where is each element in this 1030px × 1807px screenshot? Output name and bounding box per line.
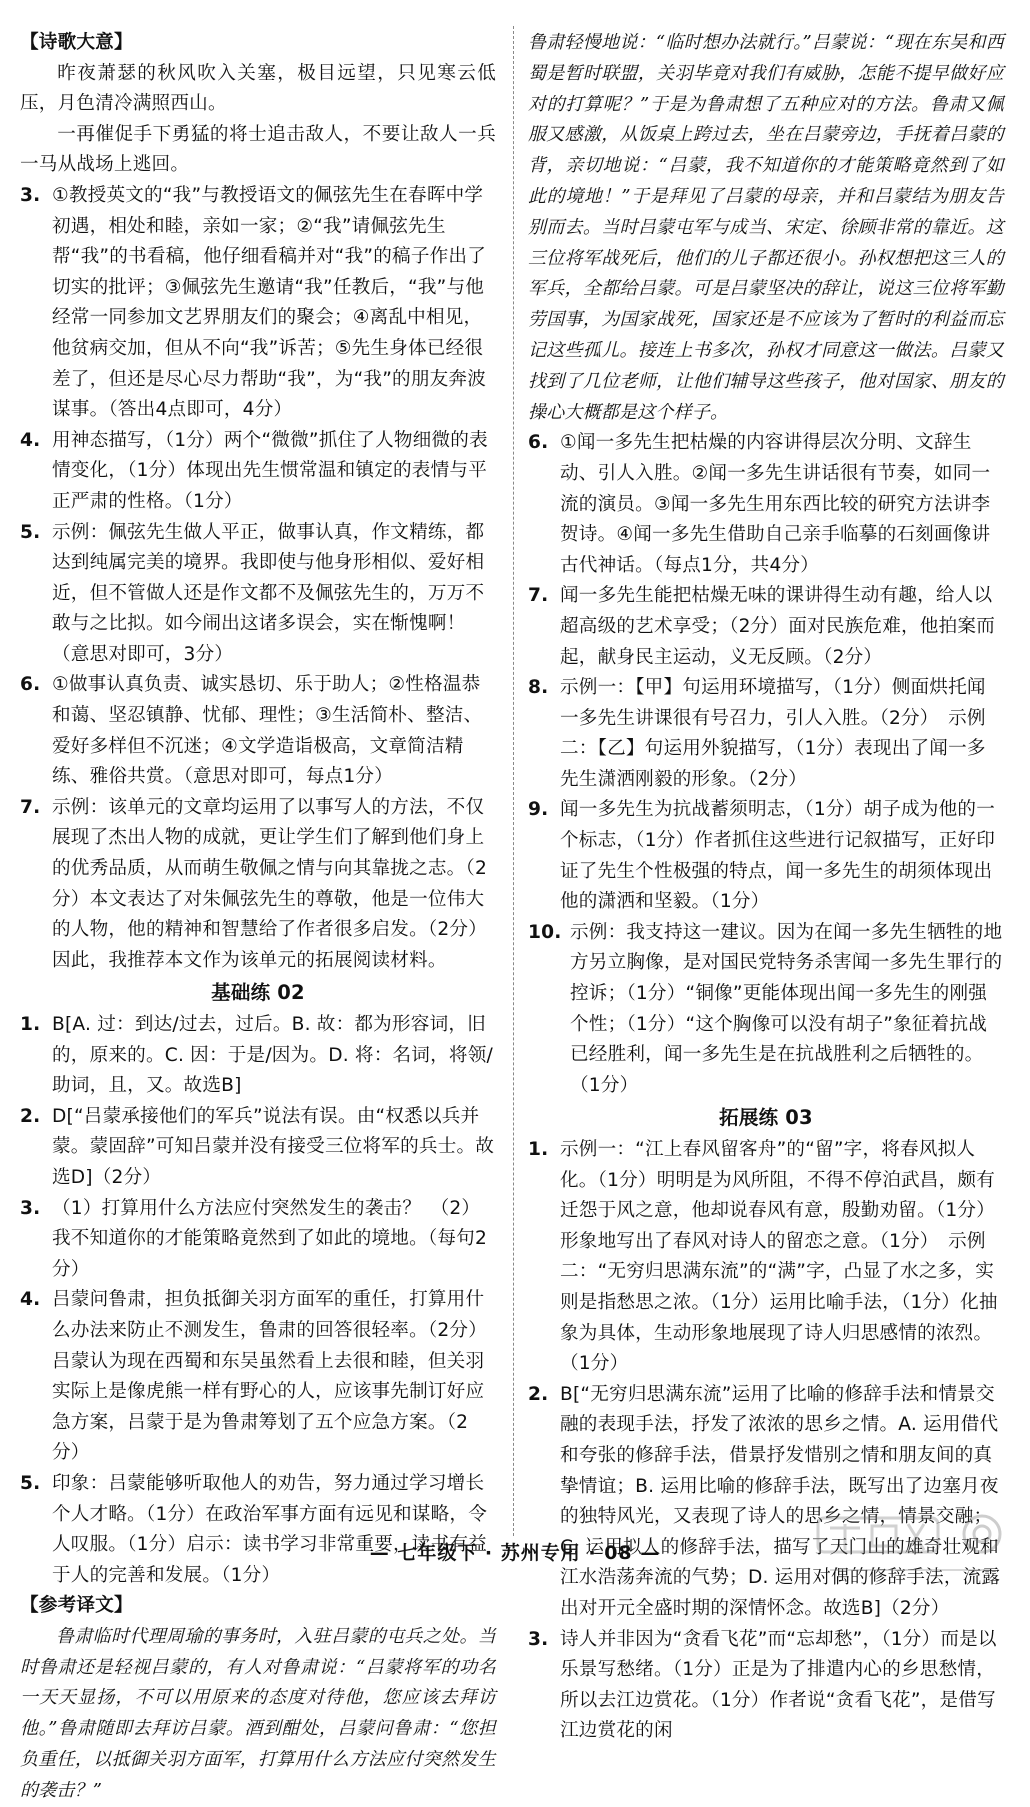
column-divider	[513, 26, 515, 1536]
poem-meaning-p2: 一再催促手下勇猛的将士追击敌人，不要让敌人一兵一马从战场上逃回。	[20, 123, 496, 176]
answer-4: 4. 用神态描写，（1分）两个“微微”抓住了人物细微的表情变化，（1分）体现出先生惯常温和镇定的表情与平正严肃的性格。（1分）	[20, 429, 488, 512]
poem-heading: 【诗歌大意】	[20, 32, 133, 53]
basic-answer-4: 4. 吕蒙问鲁肃，担负抵御关羽方面军的重任，打算用什么办法来防止不测发生，鲁肃的回答很轻率。（2分）吕蒙认为现在西蜀和东吴虽然看上去很和睦，但关羽实际上是像虎熊一样有野心的人，应该事先制订好应急方案，吕蒙于是为鲁肃筹划了五个应急方案。（2分）	[20, 1289, 487, 1464]
answer-10-right: 10. 示例：我支持这一建议。因为在闻一多先生牺牲的地方另立胸像，是对国民党特务杀害闻一多先生罪行的控诉；（1分）“铜像”更能体现出闻一多先生的刚强个性；（1分）“这个胸像可以没有胡子”象征着抗战已经胜利，闻一多先生是在抗战胜利之后牺牲的。（1分）	[528, 921, 1003, 1096]
basic-answer-2: 2. D[“吕蒙承接他们的军兵”说法有误。由“权悉以兵并蒙。蒙固辞”可知吕蒙并没有接受三位将军的兵士。故选D]（2分）	[20, 1105, 495, 1188]
right-column	[528, 28, 1004, 1747]
page-footer: — 七年级下 · 苏州专用 · 08 —	[369, 1542, 661, 1564]
answer-9-right: 9. 闻一多先生为抗战蓄须明志，（1分）胡子成为他的一个标志，（1分）作者抓住这些进行记叙描写，正好印证了先生个性极强的特点，闻一多先生的胡须体现出他的潇洒和坚毅。（1分）	[528, 799, 995, 913]
extension-answer-2: 2. B[“无穷归思满东流”运用了比喻的修辞手法和情景交融的表现手法，抒发了浓浓的思乡之情。A. 运用借代和夸张的修辞手法，借景抒发惜别之情和朋友间的真挚情谊；B. 运用比喻的修辞手法，既写出了边塞月夜的独特风光，又表现了诗人的思乡之情，情景交融；C. 运用拟人的修辞手法，描写了天门山的雄奇壮观和江水浩荡奔流的气势；D. 运用对偶的修辞手法，流露出对开元全盛时期的深情怀念。故选B]（2分）	[528, 1383, 1001, 1619]
extension-answer-3: 3. 诗人并非因为“贪看飞花”而“忘却愁”，（1分）而是以乐景写愁绪。（1分）正是为了排遣内心的乡思愁情，所以去江边赏花。（1分）作者说“贪看飞花”，是借写江边赏花的闲	[528, 1628, 997, 1742]
answer-7-right: 7. 闻一多先生能把枯燥无味的课讲得生动有趣，给人以超高级的艺术享受；（2分）面对民族危难，他拍案而起，献身民主运动，义无反顾。（2分）	[528, 585, 995, 668]
poem-meaning-p1: 昨夜萧瑟的秋风吹入关塞，极目远望，只见寒云低压，月色清冷满照西山。	[20, 62, 496, 115]
basic-answer-3: 3. （1）打算用什么方法应付突然发生的袭击？ （2）我不知道你的才能策略竟然到了如此的境地。（每句2分）	[20, 1197, 487, 1280]
section-basic-02: 基础练 02	[211, 981, 305, 1005]
basic-answer-1: 1. B[A. 过：到达/过去，过后。B. 故：都为形容词，旧的，原来的。C. 因：于是/因为。D. 将：名词，将领/助词，且，又。故选B]	[20, 1014, 493, 1097]
basic-answer-5: 5. 印象：吕蒙能够听取他人的劝告，努力通过学习增长个人才略。（1分）在政治军事方面有远见和谋略，令人叹服。（1分）启示：读书学习非常重要，读书有益于人的完善和发展。（1分）	[20, 1472, 487, 1586]
extension-answer-1: 1. 示例一：“江上春风留客舟”的“留”字，将春风拟人化。（1分）明明是为风所阻，不得不停泊武昌，颇有迁怨于风之意，他却说春风有意，殷勤劝留。（1分）形象地写出了春风对诗人的留恋之意。（1分） 示例二：“无穷归思满东流”的“满”字，凸显了水之多，实则是指愁思之浓。（1分）运用比喻手法，（1分）化抽象为具体，生动形象地展现了诗人归思感情的浓烈。（1分）	[528, 1139, 998, 1375]
translation-p1: 鲁肃临时代理周瑜的事务时，入驻吕蒙的屯兵之处。当时鲁肃还是轻视吕蒙的，有人对鲁肃说：“吕蒙将军的功名一天天显扬，不可以用原来的态度对待他，您应该去拜访他。”鲁肃随即去拜访吕蒙。酒到酣处，吕蒙问鲁肃：“您担负重任，以抵御关羽方面军，打算用什么方法应付突然发生的袭击？”	[20, 1625, 496, 1801]
answer-6: 6. ①做事认真负责、诚实恳切、乐于助人；②性格温恭和蔼、坚忍镇静、忧郁、理性；③生活简朴、整洁、爱好多样但不沉迷；④文学造诣极高，文章简洁精练、雅俗共赏。（意思对即可，每点1分）	[20, 674, 483, 788]
watermark-logo-icon	[810, 1512, 1010, 1584]
answer-7: 7. 示例：该单元的文章均运用了以事写人的方法，不仅展现了杰出人物的成就，更让学生们了解到他们身上的优秀品质，从而萌生敬佩之情与向其靠拢之志。（2分）本文表达了对朱佩弦先生的尊敬，他是一位伟大的人物，他的精神和智慧给了作者很多启发。（2分）因此，我推荐本文作为该单元的拓展阅读材料。	[20, 796, 487, 971]
section-extension-03: 拓展练 03	[719, 1106, 813, 1130]
translation-heading: 【参考译文】	[20, 1595, 133, 1617]
answer-3: 3. ①教授英文的“我”与教授语文的佩弦先生在春晖中学初遇，相处和睦，亲如一家；②“我”请佩弦先生帮“我”的书看稿，他仔细看稿并对“我”的稿子作出了切实的批评；③佩弦先生邀请“我”任教后，“我”与他经常一同参加文艺界朋友们的聚会；④离乱中相见，他贫病交加，但从不向“我”诉苦；⑤先生身体已经很差了，但还是尽心尽力帮助“我”，为“我”的朋友奔波谋事。（答出4点即可，4分）	[20, 184, 487, 421]
answer-5: 5. 示例：佩弦先生做人平正，做事认真，作文精练，都达到纯属完美的境界。我即使与他身形相似、爱好相近，但不管做人还是作文都不及佩弦先生的，万万不敢与之比拟。如今闹出这诸多误会，实在惭愧啊！（意思对即可，3分）	[20, 521, 485, 665]
translation-p2: 鲁肃轻慢地说：“临时想办法就行。”吕蒙说：“现在东吴和西蜀是暂时联盟，关羽毕竟对我们有威胁，怎能不提早做好应对的打算呢？”于是为鲁肃想了五种应对的方法。鲁肃又佩服又感激，从饭桌上跨过去，坐在吕蒙旁边，手抚着吕蒙的背，亲切地说：“吕蒙，我不知道你的才能策略竟然到了如此的境地！”于是拜见了吕蒙的母亲，并和吕蒙结为朋友告别而去。当时吕蒙屯军与成当、宋定、徐顾非常的靠近。这三位将军战死后，他们的儿子都还很小。孙权想把这三人的军兵，全都给吕蒙。可是吕蒙坚决的辞让，说这三位将军勤劳国事，为国家战死，国家还是不应该为了暂时的利益而忘记这些孤儿。接连上书多次，孙权才同意这一做法。吕蒙又找到了几位老师，让他们辅导这些孩子，他对国家、朋友的操心大概都是这个样子。	[528, 32, 1004, 423]
answer-6-right: 6. ①闻一多先生把枯燥的内容讲得层次分明、文辞生动、引人入胜。②闻一多先生讲话很有节奏，如同一流的演员。③闻一多先生用东西比较的研究方法讲李贺诗。④闻一多先生借助自己亲手临摹的石刻画像讲古代神话。（每点1分，共4分）	[528, 432, 991, 576]
answer-8-right: 8. 示例一：【甲】句运用环境描写，（1分）侧面烘托闻一多先生讲课很有号召力，引人入胜。（2分） 示例二：【乙】句运用外貌描写，（1分）表现出了闻一多先生潇洒刚毅的形象。（2分）	[528, 677, 986, 790]
